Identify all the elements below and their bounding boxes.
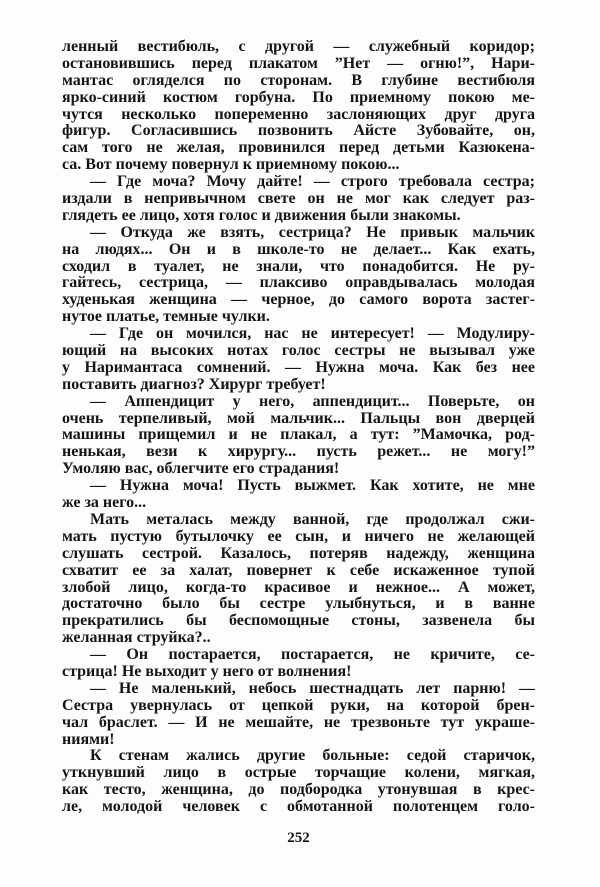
text-line: ленный вестибюль, с другой — служебный коридор; bbox=[62, 39, 535, 55]
text-line: нутое платье, темные чулки. bbox=[62, 309, 270, 326]
text-line: К стенам жались другие больные: седой старичок, bbox=[90, 748, 535, 765]
text-line: уткнувший лицо в острые торчащие колени, мягкая, bbox=[62, 765, 535, 782]
text-line: остановившись перед плакатом ”Нет — огню!”, Нари- bbox=[62, 55, 535, 72]
text-line: достаточно было бы сестре улыбнуться, и в ванне bbox=[62, 596, 535, 613]
text-line: худенькая женщина — черное, до самого ворота застег- bbox=[62, 292, 535, 309]
text-line: схватит ее за халат, повернет к себе искаженное тупой bbox=[62, 562, 535, 579]
text-line: чал браслет. — И не мешайте, не трезвоньте тут украше- bbox=[62, 714, 535, 731]
text-line: ненькая, вези к хирургу... пусть режет... не могу!” bbox=[62, 444, 535, 461]
text-line: глядеть ее лицо, хотя голос и движения были знакомы. bbox=[62, 207, 461, 224]
paragraph bbox=[62, 174, 535, 225]
text-line: сходил в туалет, не знали, что понадобится. Не ру- bbox=[62, 258, 535, 275]
text-line: фигур. Согласившись позвонить Айсте Зубовайте, он, bbox=[62, 123, 535, 140]
text-line: ярко-синий костюм горбуна. По приемному покою ме- bbox=[62, 89, 535, 106]
text-line: — Где он мочился, нас не интересует! — Модулиру- bbox=[90, 326, 535, 343]
text-line: са. Вот почему повернул к приемному покою... bbox=[62, 157, 400, 174]
text-line: на людях... Он и в школе-то не делает... Как ехать, bbox=[62, 241, 535, 258]
text-line: ле, молодой человек с обмотанной полотенцем голо- bbox=[62, 799, 535, 816]
text-line: мантас огляделся по сторонам. В глубине вестибюля bbox=[62, 72, 535, 89]
text-line: — Откуда же взять, сестрица? Не привык мальчик bbox=[90, 224, 535, 241]
text-line: очень терпеливый, мой мальчик... Пальцы вон дверцей bbox=[62, 410, 535, 427]
text-line: гайтесь, сестрица, — плаксиво оправдывалась молодая bbox=[62, 275, 535, 292]
text-line: чутся несколько попеременно заслоняющих друг друга bbox=[62, 106, 535, 123]
paragraph bbox=[62, 681, 535, 749]
text-line: мать пустую бутылочку ее сын, и ничего не желающей bbox=[62, 528, 535, 545]
text-line: прекратились бы беспомощные стоны, зазвенела бы bbox=[62, 613, 535, 630]
text-line: издали в непривычном свете он не мог как следует раз- bbox=[62, 191, 535, 208]
text-line: Мать металась между ванной, где продолжал сжи- bbox=[90, 511, 535, 528]
paragraph bbox=[62, 478, 535, 512]
text-line: ющий на высоких нотах голос сестры не вызывал уже bbox=[62, 343, 535, 360]
text-line: — Где моча? Мочу дайте! — строго требовала сестра; bbox=[90, 174, 535, 191]
paragraph bbox=[62, 647, 535, 681]
paragraph bbox=[62, 225, 535, 326]
text-line: — Он постарается, постарается, не кричите, се- bbox=[90, 647, 535, 664]
paragraph bbox=[62, 394, 535, 478]
page-number: 252 bbox=[287, 830, 310, 846]
text-line: — Нужна моча! Пусть выжмет. Как хотите, не мне bbox=[90, 478, 535, 495]
text-line: желанная струйка?.. bbox=[62, 630, 211, 647]
text-line: же за него... bbox=[62, 495, 147, 512]
text-line: — Аппендицит у него, аппендицит... Поверьте, он bbox=[90, 393, 535, 410]
paragraph bbox=[62, 748, 535, 816]
paragraph bbox=[62, 512, 535, 647]
text-line: ниями! bbox=[62, 731, 115, 748]
text-line: стрица! Не выходит у него от волнения! bbox=[62, 663, 352, 680]
text-line: слушать сестрой. Казалось, потеряв надежду, женщина bbox=[62, 545, 535, 562]
text-line: машины прищемил и не плакал, а тут: ”Мамочка, род- bbox=[62, 427, 535, 444]
text-line: у Наримантаса сомнений. — Нужна моча. Как без нее bbox=[62, 359, 535, 376]
page-text bbox=[62, 39, 535, 816]
text-line: Умоляю вас, облегчите его страдания! bbox=[62, 461, 340, 478]
text-line: сам того не желая, провинился перед детьми Казюкена- bbox=[62, 140, 535, 157]
text-line: злобой лицо, когда-то красивое и нежное... А может, bbox=[62, 579, 535, 596]
text-line: Сестра увернулась от цепкой руки, на которой брен- bbox=[62, 697, 535, 714]
text-line: поставить диагноз? Хирург требует! bbox=[62, 376, 326, 393]
text-line: как тесто, женщина, до подбородка утонувшая в крес- bbox=[62, 782, 535, 799]
text-line: — Не маленький, небось шестнадцать лет парню! — bbox=[90, 680, 535, 697]
paragraph bbox=[62, 326, 535, 394]
paragraph bbox=[62, 39, 535, 174]
